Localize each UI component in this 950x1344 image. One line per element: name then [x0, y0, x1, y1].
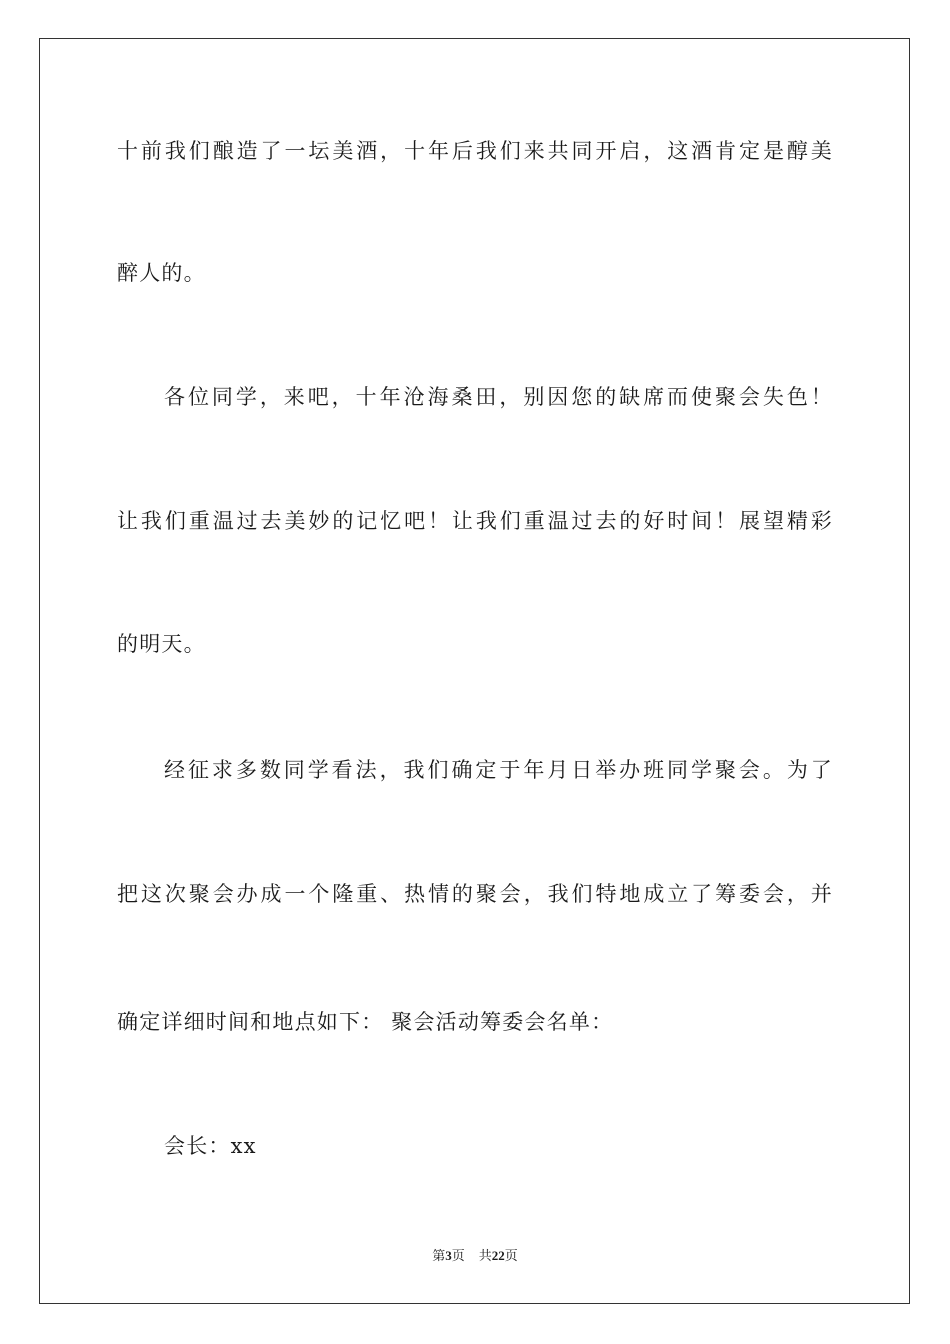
paragraph-line-2: 醉人的。 [117, 261, 206, 285]
footer-total-prefix: 共 [478, 1248, 492, 1263]
paragraph-line-4: 让我们重温过去美妙的记忆吧！让我们重温过去的好时间！展望精彩 [117, 509, 833, 533]
footer-page-current: 3 [445, 1248, 452, 1263]
paragraph-line-3: 各位同学，来吧，十年沧海桑田，别因您的缺席而使聚会失色！ [164, 385, 833, 409]
footer-page-prefix: 第 [432, 1248, 446, 1263]
page-border [39, 38, 910, 1304]
paragraph-line-7: 把这次聚会办成一个隆重、热情的聚会，我们特地成立了筹委会，并 [117, 882, 833, 906]
footer-total-suffix: 页 [504, 1248, 518, 1263]
paragraph-line-9: 会长：xx [164, 1134, 257, 1158]
paragraph-line-6: 经征求多数同学看法，我们确定于年月日举办班同学聚会。为了 [164, 758, 833, 782]
footer-page-suffix: 页 [451, 1248, 465, 1263]
page-footer [0, 1247, 950, 1265]
paragraph-line-1: 十前我们酿造了一坛美酒，十年后我们来共同开启，这酒肯定是醇美 [117, 139, 833, 163]
paragraph-line-8: 确定详细时间和地点如下： 聚会活动筹委会名单： [117, 1010, 614, 1034]
paragraph-line-5: 的明天。 [117, 632, 206, 656]
footer-page-total: 22 [491, 1248, 505, 1263]
